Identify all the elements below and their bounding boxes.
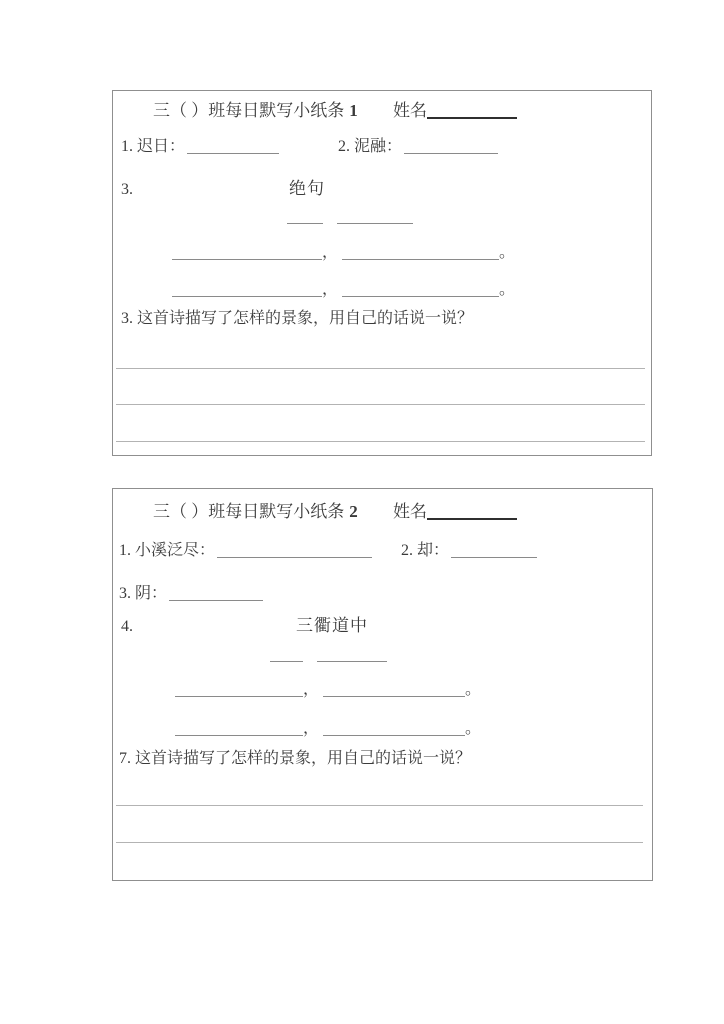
answer-writing-line	[116, 441, 645, 442]
slip-title: 三（ ）班每日默写小纸条	[153, 101, 345, 120]
poem-author-blank-long	[317, 646, 387, 662]
poem-author-blank-long	[337, 208, 413, 224]
vocab-answer-blank	[404, 138, 498, 154]
vocab-question-label: 1. 迟日：	[121, 138, 186, 155]
slip-title-wrap	[153, 502, 358, 522]
name-underline	[427, 102, 517, 119]
slip-number: 2	[349, 502, 358, 521]
poem-verse-blank	[342, 281, 499, 297]
poem-verse-row	[172, 243, 515, 263]
name-label: 姓名	[393, 101, 427, 120]
poem-question-number: 4.	[121, 618, 133, 635]
comma-mark: ，	[322, 244, 339, 261]
period-mark: 。	[465, 681, 482, 698]
poem-question-number: 3.	[121, 181, 133, 198]
comma-mark: ，	[322, 281, 339, 298]
name-field	[393, 101, 517, 121]
vocab-answer-blank	[451, 542, 537, 558]
comma-mark: ，	[303, 720, 320, 737]
answer-writing-line	[116, 404, 645, 405]
vocab-question-label: 1. 小溪泛尽：	[119, 542, 216, 559]
vocab-question-label: 2. 却：	[401, 542, 450, 559]
period-mark: 。	[499, 244, 516, 261]
period-mark: 。	[465, 720, 482, 737]
poem-verse-blank	[323, 681, 465, 697]
dictation-slip-2	[112, 488, 653, 881]
poem-title: 绝句	[289, 179, 325, 198]
name-underline	[427, 503, 517, 520]
slip-header	[113, 91, 651, 121]
poem-verse-blank	[175, 720, 303, 736]
poem-verse-row	[172, 280, 515, 300]
answer-writing-line	[116, 842, 643, 843]
slip-number: 1	[349, 101, 358, 120]
poem-verse-row	[175, 680, 481, 700]
name-field	[393, 502, 517, 522]
slip-header	[113, 489, 652, 519]
comma-mark: ，	[303, 681, 320, 698]
poem-verse-blank	[175, 681, 303, 697]
vocab-question-label: 3. 阴：	[119, 585, 168, 602]
poem-author-blank-short	[287, 208, 323, 224]
slip-title: 三（ ）班每日默写小纸条	[153, 502, 345, 521]
name-label: 姓名	[393, 502, 427, 521]
vocab-answer-blank	[169, 585, 263, 601]
poem-verse-blank	[172, 244, 322, 260]
slip-title-wrap	[153, 101, 358, 121]
poem-verse-blank	[323, 720, 465, 736]
poem-author-row	[270, 645, 387, 665]
dictation-slip-1	[112, 90, 652, 456]
vocab-item	[338, 137, 498, 157]
answer-writing-line	[116, 368, 645, 369]
vocab-item	[401, 541, 537, 561]
open-question-text: 7. 这首诗描写了怎样的景象，用自己的话说一说？	[119, 750, 472, 767]
poem-verse-blank	[342, 244, 499, 260]
poem-author-row	[287, 207, 413, 227]
vocab-item	[119, 584, 263, 604]
vocab-question-label: 2. 泥融：	[338, 138, 403, 155]
vocab-item	[119, 541, 372, 561]
vocab-answer-blank	[187, 138, 279, 154]
poem-title: 三衢道中	[296, 616, 368, 635]
period-mark: 。	[499, 281, 516, 298]
answer-writing-line	[116, 805, 643, 806]
vocab-item	[121, 137, 279, 157]
vocab-answer-blank	[217, 542, 372, 558]
poem-verse-blank	[172, 281, 322, 297]
poem-verse-row	[175, 719, 481, 739]
poem-author-blank-short	[270, 646, 303, 662]
open-question-text: 3. 这首诗描写了怎样的景象，用自己的话说一说？	[121, 310, 474, 327]
